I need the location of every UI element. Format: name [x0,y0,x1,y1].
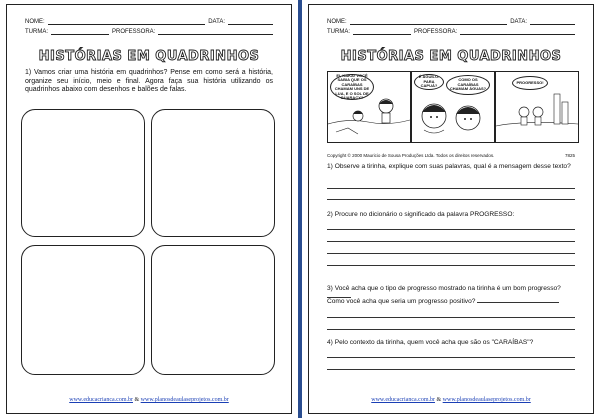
question-3b-text: Como você acha que seria um progresso positivo? [327,298,476,305]
page-title: HISTÓRIAS EM QUADRINHOS [340,49,562,64]
professora-field [460,28,575,35]
footer-amp: & [434,397,443,403]
professora-field [158,28,273,35]
answer-line [327,229,575,230]
comic-strip-code: 7825 [564,153,575,158]
footer-link-educacrianca[interactable]: www.educacrianca.com.br [69,397,133,403]
answer-line [327,317,575,318]
instruction-text: 1) Vamos criar uma história em quadrinhos? Pense em como será a história, organize seu início, meio e final. Agora faça sua história utilizando os quadrinhos abaixo com desenhos e balões de falas. [25,69,273,94]
nome-field [350,18,508,25]
footer-link-planos[interactable]: www.planosdeaulaseprojetos.com.br [140,397,229,403]
speech-bubble: EI, KAKA! VOCÊ SABIA QUE OS CARAÍBAS CHAMAM UNS DE LUA, E O SOL DE GUARACY? [330,74,374,100]
comic-frame-1 [21,109,145,237]
question-2: 2) Procure no dicionário o significado da palavra PROGRESSO: [327,211,515,218]
comic-drawing-2 [412,72,494,142]
footer-links [309,397,593,403]
page-title: HISTÓRIAS EM QUADRINHOS [38,49,260,64]
answer-line [327,241,575,242]
answer-line [327,265,575,266]
question-4: 4) Pelo contexto da tirinha, quem você acha que são os "CARAÍBAS"? [327,339,534,346]
data-field [530,18,575,25]
question-1: 1) Observe a tirinha, explique com suas palavras, qual é a mensagem desse texto? [327,163,571,170]
turma-field [353,28,411,35]
comic-frame-3 [21,245,145,375]
answer-line [327,329,575,330]
worksheet-page-right [308,4,594,414]
professora-label: PROFESSORA: [112,29,156,35]
answer-line [327,357,575,358]
turma-field [51,28,109,35]
answer-line-inline [477,302,559,303]
comic-drawing-3 [496,72,578,142]
answer-line [327,188,575,189]
comic-strip [327,71,577,149]
comic-frame-2 [151,109,275,237]
answer-line [327,199,575,200]
question-3b [327,298,575,306]
page-divider [298,0,302,418]
comic-panel-3 [495,71,579,143]
footer-links [7,397,291,403]
footer-amp: & [132,397,141,403]
data-label: DATA: [510,19,527,25]
comic-panel-2 [411,71,495,143]
comic-frame-4 [151,245,275,375]
speech-bubble: PROGRESSO! [512,76,548,90]
nome-field [48,18,206,25]
nome-label: NOME: [25,19,45,25]
worksheet-page-left [6,4,292,414]
speech-bubble: É ÁGUILO. PARA CAPUÁ? [414,74,444,90]
answer-line [327,253,575,254]
footer-link-planos[interactable]: www.planosdeaulaseprojetos.com.br [442,397,531,403]
turma-label: TURMA: [25,29,48,35]
turma-label: TURMA: [327,29,350,35]
student-header [25,15,273,35]
comic-panel-1 [327,71,411,143]
speech-bubble: COMO OS CARAÍBAS CHAMAM ÁGUAS? [446,75,490,95]
student-header [327,15,575,35]
question-3-text: 3) Você acha que o tipo de progresso mostrado na tirinha é um bom progresso? [327,285,561,292]
comic-drawing-1 [328,72,410,142]
data-label: DATA: [208,19,225,25]
professora-label: PROFESSORA: [414,29,458,35]
answer-line [327,369,575,370]
comic-copyright: Copyright © 2000 Mauricio de Sousa Produções Ltda. Todos os direitos reservados. [327,153,495,158]
data-field [228,18,273,25]
footer-link-educacrianca[interactable]: www.educacrianca.com.br [371,397,435,403]
nome-label: NOME: [327,19,347,25]
